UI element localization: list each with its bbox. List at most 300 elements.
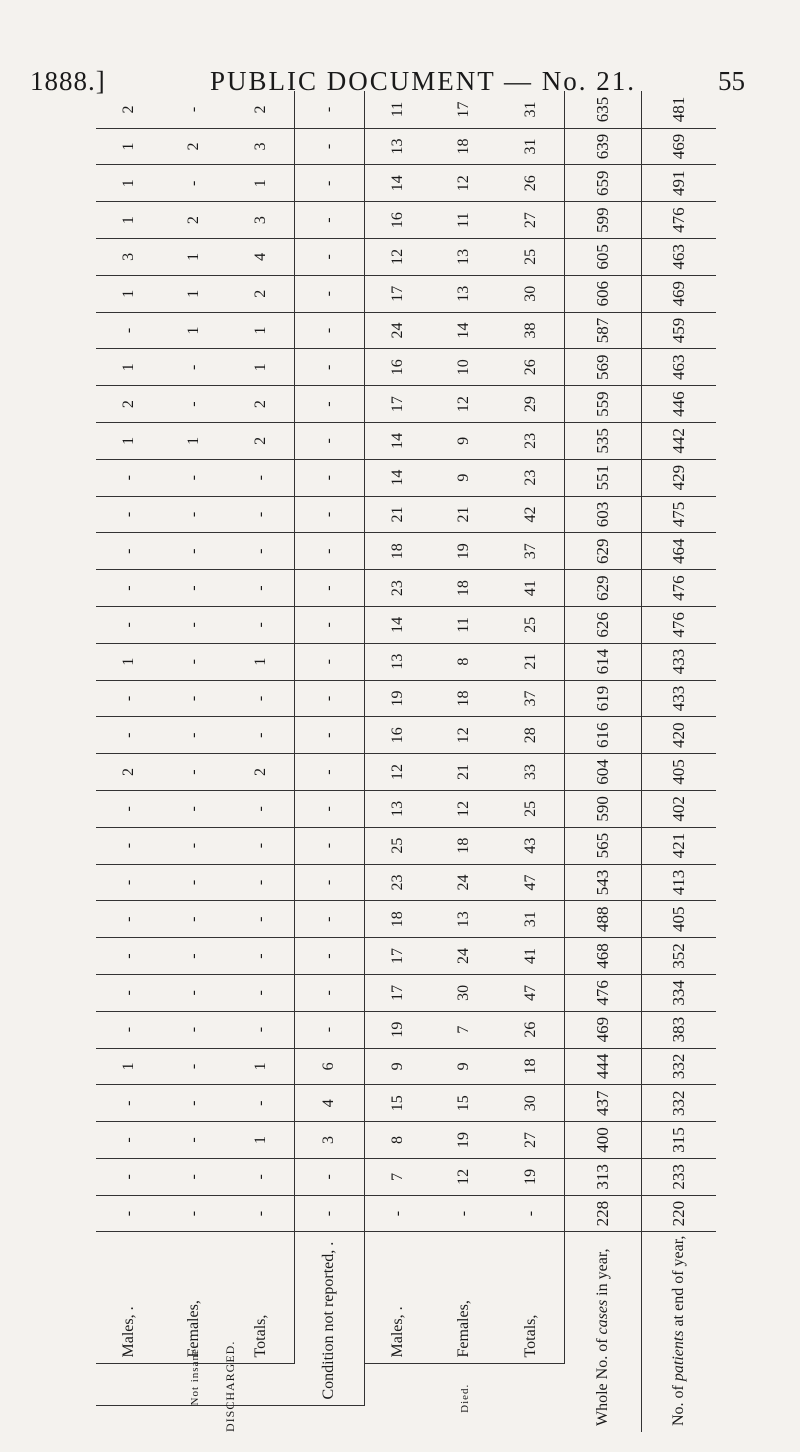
cell-ni_m-col-23: 2: [96, 386, 162, 423]
cell-ni_t-col-15: -: [227, 680, 294, 717]
cell-cnr-col-7: -: [295, 974, 364, 1011]
cell-d_t-col-16: 21: [497, 643, 564, 680]
cell-ni_t-col-27: 4: [227, 238, 294, 275]
cell-d_t-col-5: 18: [497, 1048, 564, 1085]
cell-d_m-col-6: 19: [364, 1011, 431, 1048]
cell-ni_t-col-21: -: [227, 459, 294, 496]
cell-whole-col-21: 551: [565, 459, 642, 496]
cell-patients-col-11: 421: [641, 827, 716, 864]
cell-d_f-col-21: 9: [432, 459, 498, 496]
whole-cases-em: cases: [593, 1299, 611, 1335]
cell-ni_t-col-16: 1: [227, 643, 294, 680]
cell-whole-col-25: 587: [565, 312, 642, 349]
group-not-insane-label: Not insane.: [189, 1344, 202, 1406]
cell-d_m-col-25: 24: [364, 312, 431, 349]
cell-ni_t-col-4: -: [227, 1085, 294, 1122]
label-died-females: Females,: [432, 1232, 498, 1364]
cell-ni_t-col-31: 2: [227, 91, 294, 128]
group-died: [364, 1364, 565, 1432]
cell-whole-col-22: 535: [565, 422, 642, 459]
cell-d_m-col-31: 11: [364, 91, 431, 128]
cell-whole-col-23: 559: [565, 386, 642, 423]
cell-ni_m-col-1: -: [96, 1195, 162, 1232]
cell-d_m-col-30: 13: [364, 128, 431, 165]
cell-d_t-col-19: 37: [497, 533, 564, 570]
cell-d_m-col-10: 23: [364, 864, 431, 901]
cell-whole-col-26: 606: [565, 275, 642, 312]
cell-ni_t-col-22: 2: [227, 422, 294, 459]
cell-d_f-col-11: 18: [432, 827, 498, 864]
cell-d_m-col-24: 16: [364, 349, 431, 386]
cell-ni_f-col-2: -: [162, 1158, 228, 1195]
cell-d_m-col-29: 14: [364, 165, 431, 202]
cell-d_m-col-9: 18: [364, 901, 431, 938]
cell-cnr-col-1: -: [295, 1195, 364, 1232]
cell-d_f-col-13: 21: [432, 754, 498, 791]
cell-patients-col-29: 491: [641, 165, 716, 202]
cell-d_t-col-9: 31: [497, 901, 564, 938]
cell-cnr-col-6: -: [295, 1011, 364, 1048]
cell-patients-col-18: 476: [641, 570, 716, 607]
cell-d_m-col-13: 12: [364, 754, 431, 791]
cell-d_f-col-5: 9: [432, 1048, 498, 1085]
cell-patients-col-20: 475: [641, 496, 716, 533]
cell-ni_t-col-30: 3: [227, 128, 294, 165]
cell-cnr-col-18: -: [295, 570, 364, 607]
cell-d_f-col-12: 12: [432, 790, 498, 827]
cell-d_m-col-7: 17: [364, 974, 431, 1011]
cell-d_f-col-9: 13: [432, 901, 498, 938]
cell-patients-col-23: 446: [641, 386, 716, 423]
cell-ni_m-col-11: -: [96, 827, 162, 864]
cell-patients-col-26: 469: [641, 275, 716, 312]
cell-d_m-col-15: 19: [364, 680, 431, 717]
cell-ni_m-col-21: -: [96, 459, 162, 496]
cell-d_f-col-17: 11: [432, 606, 498, 643]
cell-ni_m-col-15: -: [96, 680, 162, 717]
cell-cnr-col-11: -: [295, 827, 364, 864]
cell-patients-col-12: 402: [641, 790, 716, 827]
cell-d_f-col-3: 19: [432, 1122, 498, 1159]
cell-whole-col-14: 616: [565, 717, 642, 754]
cell-patients-col-2: 233: [641, 1158, 716, 1195]
cell-ni_m-col-8: -: [96, 938, 162, 975]
cell-d_m-col-22: 14: [364, 422, 431, 459]
cell-ni_t-col-5: 1: [227, 1048, 294, 1085]
cell-ni_t-col-7: -: [227, 974, 294, 1011]
cell-d_t-col-17: 25: [497, 606, 564, 643]
cell-d_t-col-12: 25: [497, 790, 564, 827]
cell-ni_t-col-10: -: [227, 864, 294, 901]
label-females: Females,: [162, 1232, 228, 1364]
cell-ni_m-col-22: 1: [96, 422, 162, 459]
cell-cnr-col-21: -: [295, 459, 364, 496]
cell-ni_t-col-6: -: [227, 1011, 294, 1048]
cell-ni_t-col-11: -: [227, 827, 294, 864]
cell-cnr-col-14: -: [295, 717, 364, 754]
cell-ni_f-col-20: -: [162, 496, 228, 533]
cell-d_t-col-15: 37: [497, 680, 564, 717]
cell-ni_m-col-10: -: [96, 864, 162, 901]
cell-d_t-col-8: 41: [497, 938, 564, 975]
label-died-males: Males, .: [364, 1232, 431, 1364]
cell-d_m-col-27: 12: [364, 238, 431, 275]
cell-cnr-col-20: -: [295, 496, 364, 533]
cell-d_t-col-1: -: [497, 1195, 564, 1232]
cell-d_f-col-16: 8: [432, 643, 498, 680]
cell-cnr-col-30: -: [295, 128, 364, 165]
cell-ni_f-col-3: -: [162, 1122, 228, 1159]
cell-d_f-col-20: 21: [432, 496, 498, 533]
label-males: Males, .: [96, 1232, 162, 1364]
cell-d_t-col-4: 30: [497, 1085, 564, 1122]
cell-whole-col-7: 476: [565, 974, 642, 1011]
cell-cnr-col-19: -: [295, 533, 364, 570]
label-totals: Totals,: [227, 1232, 294, 1364]
cell-ni_f-col-6: -: [162, 1011, 228, 1048]
cell-ni_f-col-22: 1: [162, 422, 228, 459]
cell-d_t-col-30: 31: [497, 128, 564, 165]
cell-d_f-col-14: 12: [432, 717, 498, 754]
cell-cnr-col-26: -: [295, 275, 364, 312]
cell-patients-col-17: 476: [641, 606, 716, 643]
cell-ni_f-col-1: -: [162, 1195, 228, 1232]
cell-d_m-col-17: 14: [364, 606, 431, 643]
cell-d_t-col-22: 23: [497, 422, 564, 459]
cell-d_t-col-28: 27: [497, 202, 564, 239]
row-not-insane-males: [96, 91, 162, 1432]
cell-d_f-col-28: 11: [432, 202, 498, 239]
header-year: 1888.]: [30, 66, 106, 96]
cell-d_f-col-31: 17: [432, 91, 498, 128]
cell-d_f-col-6: 7: [432, 1011, 498, 1048]
cell-patients-col-10: 413: [641, 864, 716, 901]
cell-whole-col-3: 400: [565, 1122, 642, 1159]
cell-ni_f-col-31: -: [162, 91, 228, 128]
cell-ni_t-col-20: -: [227, 496, 294, 533]
label-died-totals: Totals,: [497, 1232, 564, 1364]
cell-ni_m-col-25: -: [96, 312, 162, 349]
cell-whole-col-28: 599: [565, 202, 642, 239]
cell-cnr-col-24: -: [295, 349, 364, 386]
cell-cnr-col-10: -: [295, 864, 364, 901]
cell-cnr-col-9: -: [295, 901, 364, 938]
cell-d_m-col-1: -: [364, 1195, 431, 1232]
cell-d_f-col-27: 13: [432, 238, 498, 275]
cell-d_m-col-23: 17: [364, 386, 431, 423]
label-no-patients: [641, 1232, 716, 1432]
cell-patients-col-7: 334: [641, 974, 716, 1011]
cell-ni_t-col-23: 2: [227, 386, 294, 423]
cell-whole-col-2: 313: [565, 1158, 642, 1195]
cell-whole-col-24: 569: [565, 349, 642, 386]
cell-ni_f-col-25: 1: [162, 312, 228, 349]
cell-ni_t-col-9: -: [227, 901, 294, 938]
cell-patients-col-6: 383: [641, 1011, 716, 1048]
cell-ni_t-col-3: 1: [227, 1122, 294, 1159]
cell-patients-col-22: 442: [641, 422, 716, 459]
cell-d_f-col-19: 19: [432, 533, 498, 570]
cell-cnr-col-13: -: [295, 754, 364, 791]
cell-ni_f-col-15: -: [162, 680, 228, 717]
cell-whole-col-10: 543: [565, 864, 642, 901]
cell-ni_m-col-14: -: [96, 717, 162, 754]
cell-whole-col-4: 437: [565, 1085, 642, 1122]
cell-ni_f-col-9: -: [162, 901, 228, 938]
row-not-insane-totals: [227, 91, 294, 1432]
cell-cnr-col-31: -: [295, 91, 364, 128]
cell-d_t-col-23: 29: [497, 386, 564, 423]
cell-ni_t-col-26: 2: [227, 275, 294, 312]
row-condition-not-reported: [295, 91, 364, 1432]
patients-post: at end of year,: [669, 1235, 687, 1331]
cell-ni_f-col-7: -: [162, 974, 228, 1011]
cell-whole-col-1: 228: [565, 1195, 642, 1232]
cell-d_m-col-11: 25: [364, 827, 431, 864]
cell-whole-col-9: 488: [565, 901, 642, 938]
cell-ni_m-col-16: 1: [96, 643, 162, 680]
cell-ni_t-col-29: 1: [227, 165, 294, 202]
cell-ni_m-col-5: 1: [96, 1048, 162, 1085]
cell-ni_t-col-8: -: [227, 938, 294, 975]
header-page-number: 55: [718, 66, 745, 96]
cell-d_m-col-5: 9: [364, 1048, 431, 1085]
label-whole-no-cases: [565, 1232, 642, 1432]
cell-d_m-col-19: 18: [364, 533, 431, 570]
cell-ni_m-col-24: 1: [96, 349, 162, 386]
cell-ni_m-col-30: 1: [96, 128, 162, 165]
cell-whole-col-13: 604: [565, 754, 642, 791]
cell-ni_f-col-14: -: [162, 717, 228, 754]
cell-d_m-col-8: 17: [364, 938, 431, 975]
cell-ni_f-col-19: -: [162, 533, 228, 570]
cell-ni_t-col-18: -: [227, 570, 294, 607]
cell-d_m-col-16: 13: [364, 643, 431, 680]
row-died-males: [364, 91, 431, 1432]
cell-patients-col-15: 433: [641, 680, 716, 717]
patients-pre: No. of: [669, 1381, 687, 1426]
cell-whole-col-20: 603: [565, 496, 642, 533]
header-title: PUBLIC DOCUMENT — No. 21.: [210, 66, 637, 96]
cell-d_f-col-2: 12: [432, 1158, 498, 1195]
cell-ni_t-col-24: 1: [227, 349, 294, 386]
cell-d_t-col-29: 26: [497, 165, 564, 202]
cell-ni_m-col-26: 1: [96, 275, 162, 312]
cell-d_f-col-24: 10: [432, 349, 498, 386]
cell-ni_m-col-7: -: [96, 974, 162, 1011]
cell-whole-col-27: 605: [565, 238, 642, 275]
cell-whole-col-12: 590: [565, 790, 642, 827]
statistics-table: [96, 91, 716, 1432]
group-discharged-label: DISCHARGED.: [222, 1340, 237, 1432]
row-no-patients: [641, 91, 716, 1432]
cell-d_f-col-8: 24: [432, 938, 498, 975]
cell-d_t-col-6: 26: [497, 1011, 564, 1048]
cell-whole-col-6: 469: [565, 1011, 642, 1048]
cell-patients-col-9: 405: [641, 901, 716, 938]
cell-cnr-col-28: -: [295, 202, 364, 239]
cell-ni_m-col-4: -: [96, 1085, 162, 1122]
cell-ni_f-col-28: 2: [162, 202, 228, 239]
cell-ni_f-col-10: -: [162, 864, 228, 901]
cell-ni_f-col-13: -: [162, 754, 228, 791]
group-died-label: Died.: [458, 1383, 471, 1413]
cell-d_m-col-3: 8: [364, 1122, 431, 1159]
cell-ni_m-col-2: -: [96, 1158, 162, 1195]
cell-d_t-col-3: 27: [497, 1122, 564, 1159]
cell-ni_m-col-17: -: [96, 606, 162, 643]
cell-ni_f-col-16: -: [162, 643, 228, 680]
cell-d_f-col-23: 12: [432, 386, 498, 423]
cell-ni_m-col-20: -: [96, 496, 162, 533]
cell-ni_m-col-9: -: [96, 901, 162, 938]
cell-d_m-col-4: 15: [364, 1085, 431, 1122]
cell-whole-col-19: 629: [565, 533, 642, 570]
cell-d_f-col-30: 18: [432, 128, 498, 165]
cell-ni_m-col-19: -: [96, 533, 162, 570]
cell-d_f-col-18: 18: [432, 570, 498, 607]
cell-ni_f-col-18: -: [162, 570, 228, 607]
cell-whole-col-8: 468: [565, 938, 642, 975]
cell-ni_f-col-17: -: [162, 606, 228, 643]
cell-d_t-col-24: 26: [497, 349, 564, 386]
cell-ni_m-col-12: -: [96, 790, 162, 827]
cell-ni_t-col-13: 2: [227, 754, 294, 791]
cell-cnr-col-3: 3: [295, 1122, 364, 1159]
cell-d_m-col-26: 17: [364, 275, 431, 312]
whole-cases-pre: Whole No. of: [593, 1334, 611, 1426]
cell-patients-col-14: 420: [641, 717, 716, 754]
cell-ni_f-col-12: -: [162, 790, 228, 827]
cell-ni_f-col-30: 2: [162, 128, 228, 165]
cell-whole-col-31: 635: [565, 91, 642, 128]
cell-patients-col-8: 352: [641, 938, 716, 975]
cell-cnr-col-17: -: [295, 606, 364, 643]
cell-whole-col-16: 614: [565, 643, 642, 680]
cell-patients-col-3: 315: [641, 1122, 716, 1159]
cell-ni_f-col-5: -: [162, 1048, 228, 1085]
cell-patients-col-28: 476: [641, 202, 716, 239]
cell-ni_m-col-28: 1: [96, 202, 162, 239]
cell-whole-col-29: 659: [565, 165, 642, 202]
cell-d_t-col-18: 41: [497, 570, 564, 607]
cell-ni_t-col-28: 3: [227, 202, 294, 239]
label-condition-not-reported: Condition not reported, .: [295, 1232, 364, 1406]
cell-patients-col-5: 332: [641, 1048, 716, 1085]
cell-d_t-col-14: 28: [497, 717, 564, 754]
cell-cnr-col-25: -: [295, 312, 364, 349]
cell-d_f-col-4: 15: [432, 1085, 498, 1122]
cell-patients-col-1: 220: [641, 1195, 716, 1232]
cell-d_t-col-31: 31: [497, 91, 564, 128]
cell-ni_t-col-12: -: [227, 790, 294, 827]
cell-ni_m-col-3: -: [96, 1122, 162, 1159]
row-whole-no-cases: [565, 91, 642, 1432]
cell-d_m-col-12: 13: [364, 790, 431, 827]
cell-ni_f-col-29: -: [162, 165, 228, 202]
cell-whole-col-18: 629: [565, 570, 642, 607]
cell-patients-col-19: 464: [641, 533, 716, 570]
cell-patients-col-30: 469: [641, 128, 716, 165]
cell-d_m-col-28: 16: [364, 202, 431, 239]
cell-d_f-col-26: 13: [432, 275, 498, 312]
cell-whole-col-30: 639: [565, 128, 642, 165]
cell-d_m-col-14: 16: [364, 717, 431, 754]
whole-cases-post: in year,: [593, 1248, 611, 1300]
cell-cnr-col-2: -: [295, 1158, 364, 1195]
cell-ni_m-col-13: 2: [96, 754, 162, 791]
row-not-insane-females: [162, 91, 228, 1432]
cell-d_t-col-25: 38: [497, 312, 564, 349]
cell-ni_t-col-17: -: [227, 606, 294, 643]
cell-cnr-col-27: -: [295, 238, 364, 275]
cell-d_f-col-7: 30: [432, 974, 498, 1011]
cell-whole-col-11: 565: [565, 827, 642, 864]
cell-d_t-col-20: 42: [497, 496, 564, 533]
cell-d_f-col-15: 18: [432, 680, 498, 717]
cell-d_t-col-7: 47: [497, 974, 564, 1011]
cell-d_t-col-2: 19: [497, 1158, 564, 1195]
cell-cnr-col-4: 4: [295, 1085, 364, 1122]
cell-ni_f-col-24: -: [162, 349, 228, 386]
cell-d_t-col-13: 33: [497, 754, 564, 791]
cell-d_t-col-10: 47: [497, 864, 564, 901]
cell-d_m-col-2: 7: [364, 1158, 431, 1195]
cell-d_m-col-21: 14: [364, 459, 431, 496]
cell-ni_m-col-29: 1: [96, 165, 162, 202]
cell-cnr-col-15: -: [295, 680, 364, 717]
patients-em: patients: [669, 1330, 687, 1382]
cell-cnr-col-12: -: [295, 790, 364, 827]
cell-ni_f-col-26: 1: [162, 275, 228, 312]
cell-ni_f-col-4: -: [162, 1085, 228, 1122]
cell-ni_m-col-18: -: [96, 570, 162, 607]
cell-cnr-col-8: -: [295, 938, 364, 975]
cell-ni_f-col-21: -: [162, 459, 228, 496]
cell-ni_f-col-8: -: [162, 938, 228, 975]
cell-patients-col-13: 405: [641, 754, 716, 791]
cell-d_t-col-11: 43: [497, 827, 564, 864]
cell-ni_t-col-2: -: [227, 1158, 294, 1195]
cell-whole-col-15: 619: [565, 680, 642, 717]
cell-ni_m-col-31: 2: [96, 91, 162, 128]
cell-ni_t-col-19: -: [227, 533, 294, 570]
cell-patients-col-31: 481: [641, 91, 716, 128]
cell-d_m-col-20: 21: [364, 496, 431, 533]
cell-whole-col-17: 626: [565, 606, 642, 643]
cell-ni_f-col-11: -: [162, 827, 228, 864]
cell-cnr-col-5: 6: [295, 1048, 364, 1085]
cell-d_f-col-25: 14: [432, 312, 498, 349]
cell-d_t-col-26: 30: [497, 275, 564, 312]
cell-ni_t-col-25: 1: [227, 312, 294, 349]
cell-patients-col-27: 463: [641, 238, 716, 275]
cell-cnr-col-16: -: [295, 643, 364, 680]
cell-ni_t-col-1: -: [227, 1195, 294, 1232]
row-died-totals: [497, 91, 564, 1432]
cell-patients-col-24: 463: [641, 349, 716, 386]
cell-d_m-col-18: 23: [364, 570, 431, 607]
cell-d_f-col-10: 24: [432, 864, 498, 901]
cell-patients-col-4: 332: [641, 1085, 716, 1122]
cell-cnr-col-23: -: [295, 386, 364, 423]
cell-ni_t-col-14: -: [227, 717, 294, 754]
cell-ni_f-col-27: 1: [162, 238, 228, 275]
cell-d_t-col-21: 23: [497, 459, 564, 496]
cell-patients-col-25: 459: [641, 312, 716, 349]
cell-d_t-col-27: 25: [497, 238, 564, 275]
row-died-females: [432, 91, 498, 1432]
